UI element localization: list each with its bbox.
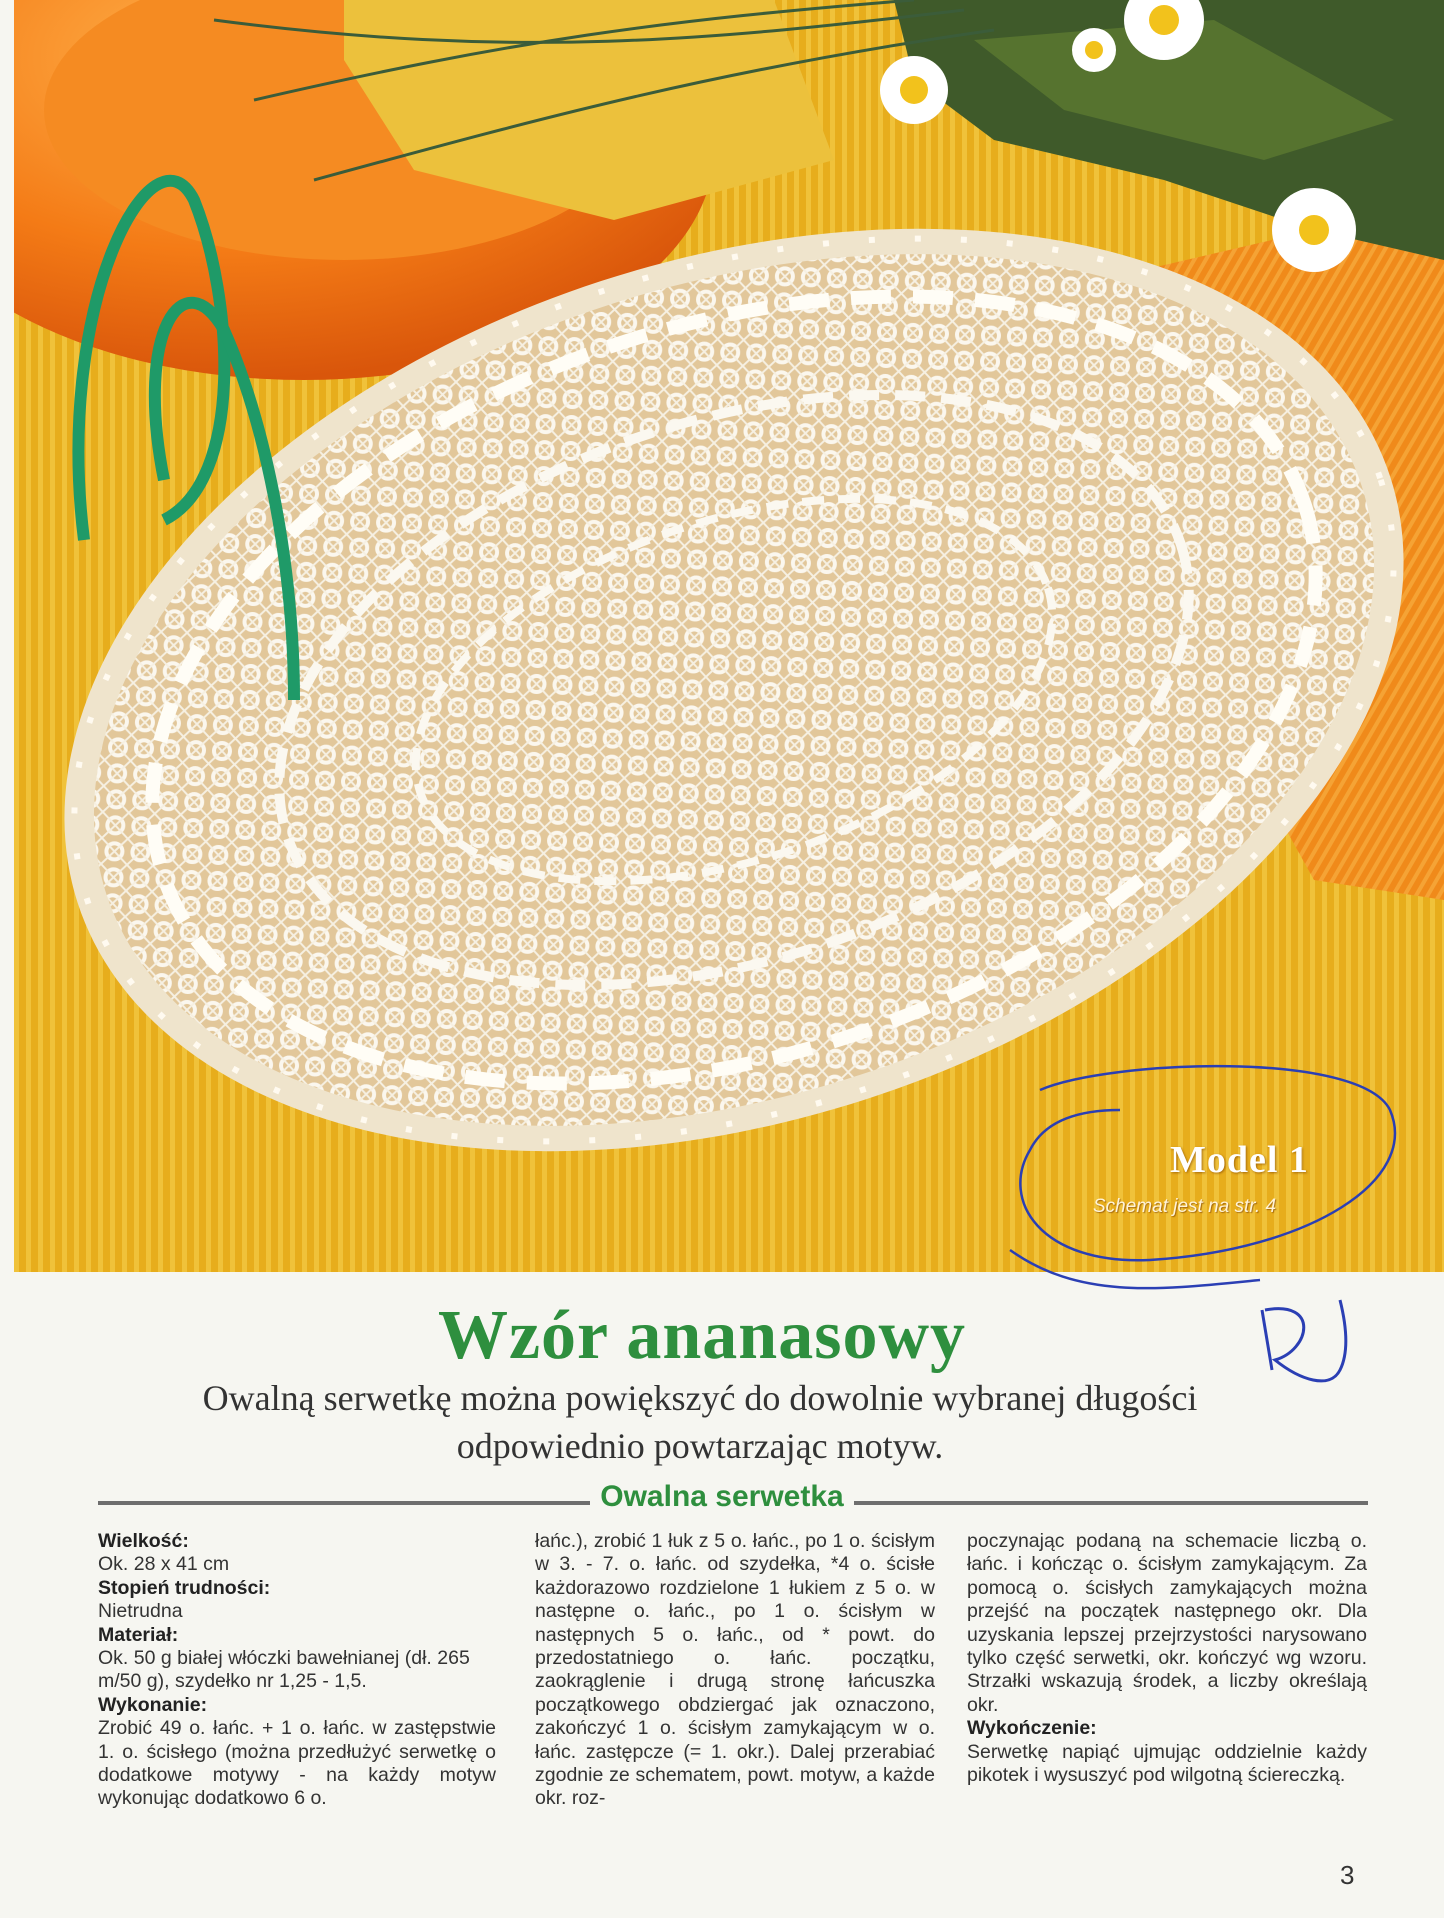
section-heading bbox=[0, 1480, 1444, 1514]
article-title: Wzór ananasowy bbox=[437, 1297, 967, 1374]
doily-photo bbox=[14, 0, 1444, 1272]
material-value: Ok. 50 g białej włóczki bawełnianej (dł. 265 m/50 g), szydełko nr 1,25 - 1,5. bbox=[98, 1647, 470, 1693]
execution-label: Wykonanie: bbox=[98, 1693, 208, 1716]
text-column-3 bbox=[967, 1530, 1367, 1787]
doily-illustration bbox=[14, 0, 1444, 1272]
text-column-1 bbox=[98, 1530, 496, 1811]
finishing-text: Serwetkę napiąć ujmując oddzielnie każdy pikotek i wysuszyć pod wilgotną ściereczką. bbox=[967, 1740, 1367, 1787]
model-label: Model 1 bbox=[1170, 1139, 1309, 1181]
size-value: Ok. 28 x 41 cm bbox=[98, 1553, 230, 1576]
size-label: Wielkość: bbox=[98, 1530, 189, 1552]
article-subtitle: Owalną serwetkę można powiększyć do dowolnie wybranej długości odpowiednio powtarzając motyw. bbox=[202, 1378, 1198, 1466]
difficulty-label: Stopień trudności: bbox=[98, 1576, 271, 1599]
finishing-label: Wykończenie: bbox=[967, 1717, 1097, 1740]
text-column-2 bbox=[535, 1530, 935, 1811]
page-number: 3 bbox=[1340, 1860, 1355, 1890]
execution-text-3: poczynając podaną na schemacie liczbą o. łańc. i kończąc o. ścisłym zamykającym. Za pomocą o. ścisłych zamykających można przejść na początek następnego okr. Dla uzyskania lepszej przejrzystości narysowano tylko część serwetki, okr. kończyć wg wzoru. Strzałki wskazują środek, a liczby określają okr. bbox=[967, 1530, 1367, 1716]
execution-text-1: Zrobić 49 o. łańc. + 1 o. łańc. w zastępstwie 1. o. ścisłego (można przedłużyć serwetkę o dodatkowe motywy - na każdy motyw wykonując dodatkowo 6 o. bbox=[98, 1717, 496, 1810]
execution-text-2: łańc.), zrobić 1 łuk z 5 o. łańc., po 1 o. ścisłym w 3. - 7. o. łańc. od szydełka, *4 o. ścisłe każdorazowo rozdzielone 1 łukiem z 5 o. w następne o. łańc., po 1 o. ścisłym w następnych 5 o. łańc., od * powt. do przedostatniego o. łańc. początku, zaokrąglenie i drugą stronę łańcuszka początkowego obdziergać jak oznaczono, zakończyć 1 o. ścisłym zamykającym w o. łańc. zastępcze (= 1. okr.). Dalej przerabiać zgodnie ze schematem, powt. motyw, a każde okr. roz- bbox=[535, 1530, 935, 1810]
schema-note: Schemat jest na str. 4 bbox=[1093, 1196, 1277, 1217]
material-label: Materiał: bbox=[98, 1623, 179, 1646]
difficulty-value: Nietrudna bbox=[98, 1600, 183, 1623]
section-title: Owalna serwetka bbox=[590, 1480, 853, 1514]
